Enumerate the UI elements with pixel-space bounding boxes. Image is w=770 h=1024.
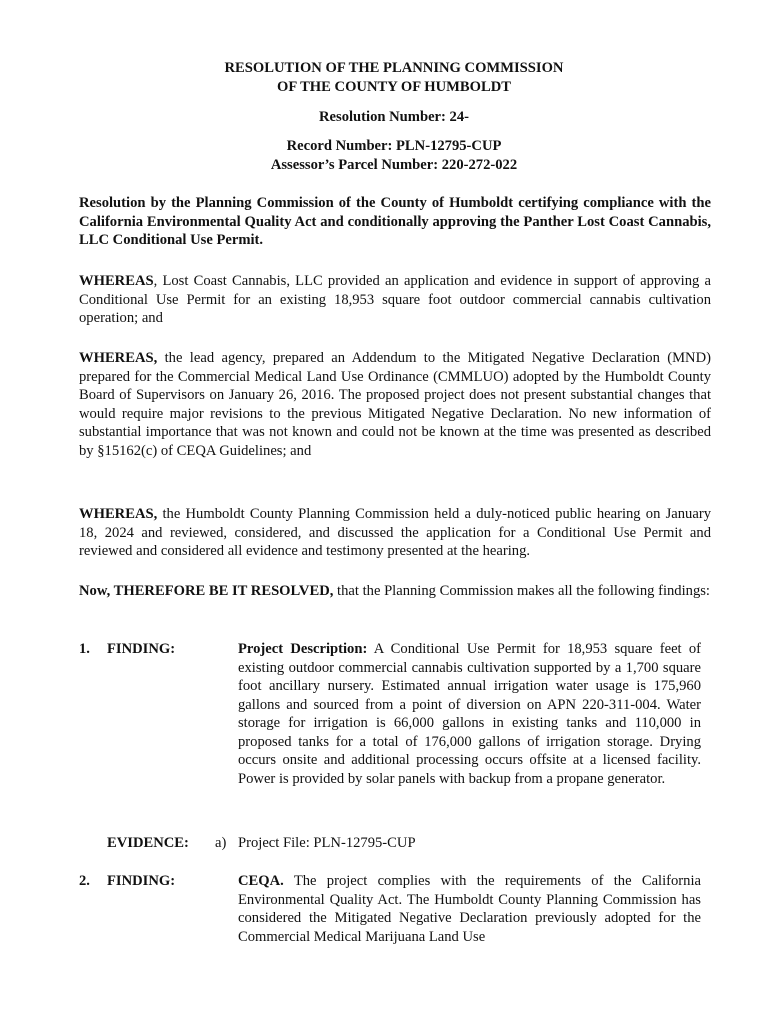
resolved-text: that the Planning Commission makes all the following findings: [333,583,710,599]
finding-2-number: 2. [79,873,90,889]
whereas-paragraph-3 [79,505,711,561]
resolution-number: Resolution Number: 24- [319,109,469,125]
evidence-item-marker: a) [215,835,227,851]
resolved-lead: Now, THEREFORE BE IT RESOLVED, [79,583,334,599]
finding-title: CEQA. [238,873,284,889]
resolution-summary: Resolution by the Planning Commission of the County of Humboldt certifying compliance with the California Environmental Quality Act and conditionally approving the Panther Lost Coast Cannabis, LLC Conditional Use Permit. [79,195,711,248]
whereas-paragraph-2 [79,349,711,460]
parcel-number: Assessor’s Parcel Number: 220-272-022 [270,157,518,173]
whereas-paragraph-1 [79,272,711,328]
resolved-paragraph [79,582,711,601]
resolution-title-line2: OF THE COUNTY OF HUMBOLDT [276,79,512,95]
finding-2-text [238,872,701,946]
resolution-title-line1: RESOLUTION OF THE PLANNING COMMISSION [224,60,564,76]
finding-title: Project Description: [238,641,368,657]
evidence-item-text: Project File: PLN-12795-CUP [238,835,416,851]
evidence-label: EVIDENCE: [107,835,189,851]
record-number: Record Number: PLN-12795-CUP [286,138,502,154]
whereas-text: the Humboldt County Planning Commission held a duly-noticed public hearing on January 18, 2024 and reviewed, considered, and discussed the application for a Conditional Use Permit and reviewed and considered all evidence and testimony presented at the hearing. [79,506,711,559]
whereas-lead: WHEREAS [79,273,154,289]
finding-1-text [238,640,701,788]
finding-body: A Conditional Use Permit for 18,953 square feet of existing outdoor commercial cannabis cultivation supported by a 1,700 square foot ancillary nursery. Estimated annual irrigation water usage is 175,960 gallons and sourced from a point of diversion on APN 220-311-004. Water storage for irrigation is 66,000 gallons in existing tanks and 110,000 in proposed tanks for a total of 176,000 gallons of irrigation storage. Drying occurs onsite and additional processing occurs offsite at a licensed facility. Power is provided by solar panels with backup from a propane generator. [238,641,701,787]
finding-body: The project complies with the requirements of the California Environmental Quality Act. The Humboldt County Planning Commission has considered the Mitigated Negative Declaration previously adopted for the Commercial Medical Marijuana Land Use [238,873,701,945]
whereas-text: , Lost Coast Cannabis, LLC provided an application and evidence in support of approving a Conditional Use Permit for an existing 18,953 square foot outdoor commercial cannabis cultivation operation; and [79,273,711,326]
whereas-lead: WHEREAS, [79,506,158,522]
finding-1-number: 1. [79,641,90,657]
finding-2-label: FINDING: [107,873,176,889]
whereas-lead: WHEREAS, [79,350,158,366]
whereas-text: the lead agency, prepared an Addendum to the Mitigated Negative Declaration (MND) prepared for the Commercial Medical Land Use Ordinance (CMMLUO) adopted by the Humboldt County Board of Supervisors on January 26, 2016. The proposed project does not present substantial changes that would require major revisions to the previous Mitigated Negative Declaration. No new information of substantial importance that was not known and could not be known at the time was presented as described by §15162(c) of CEQA Guidelines; and [79,350,711,459]
finding-1-label: FINDING: [107,641,176,657]
